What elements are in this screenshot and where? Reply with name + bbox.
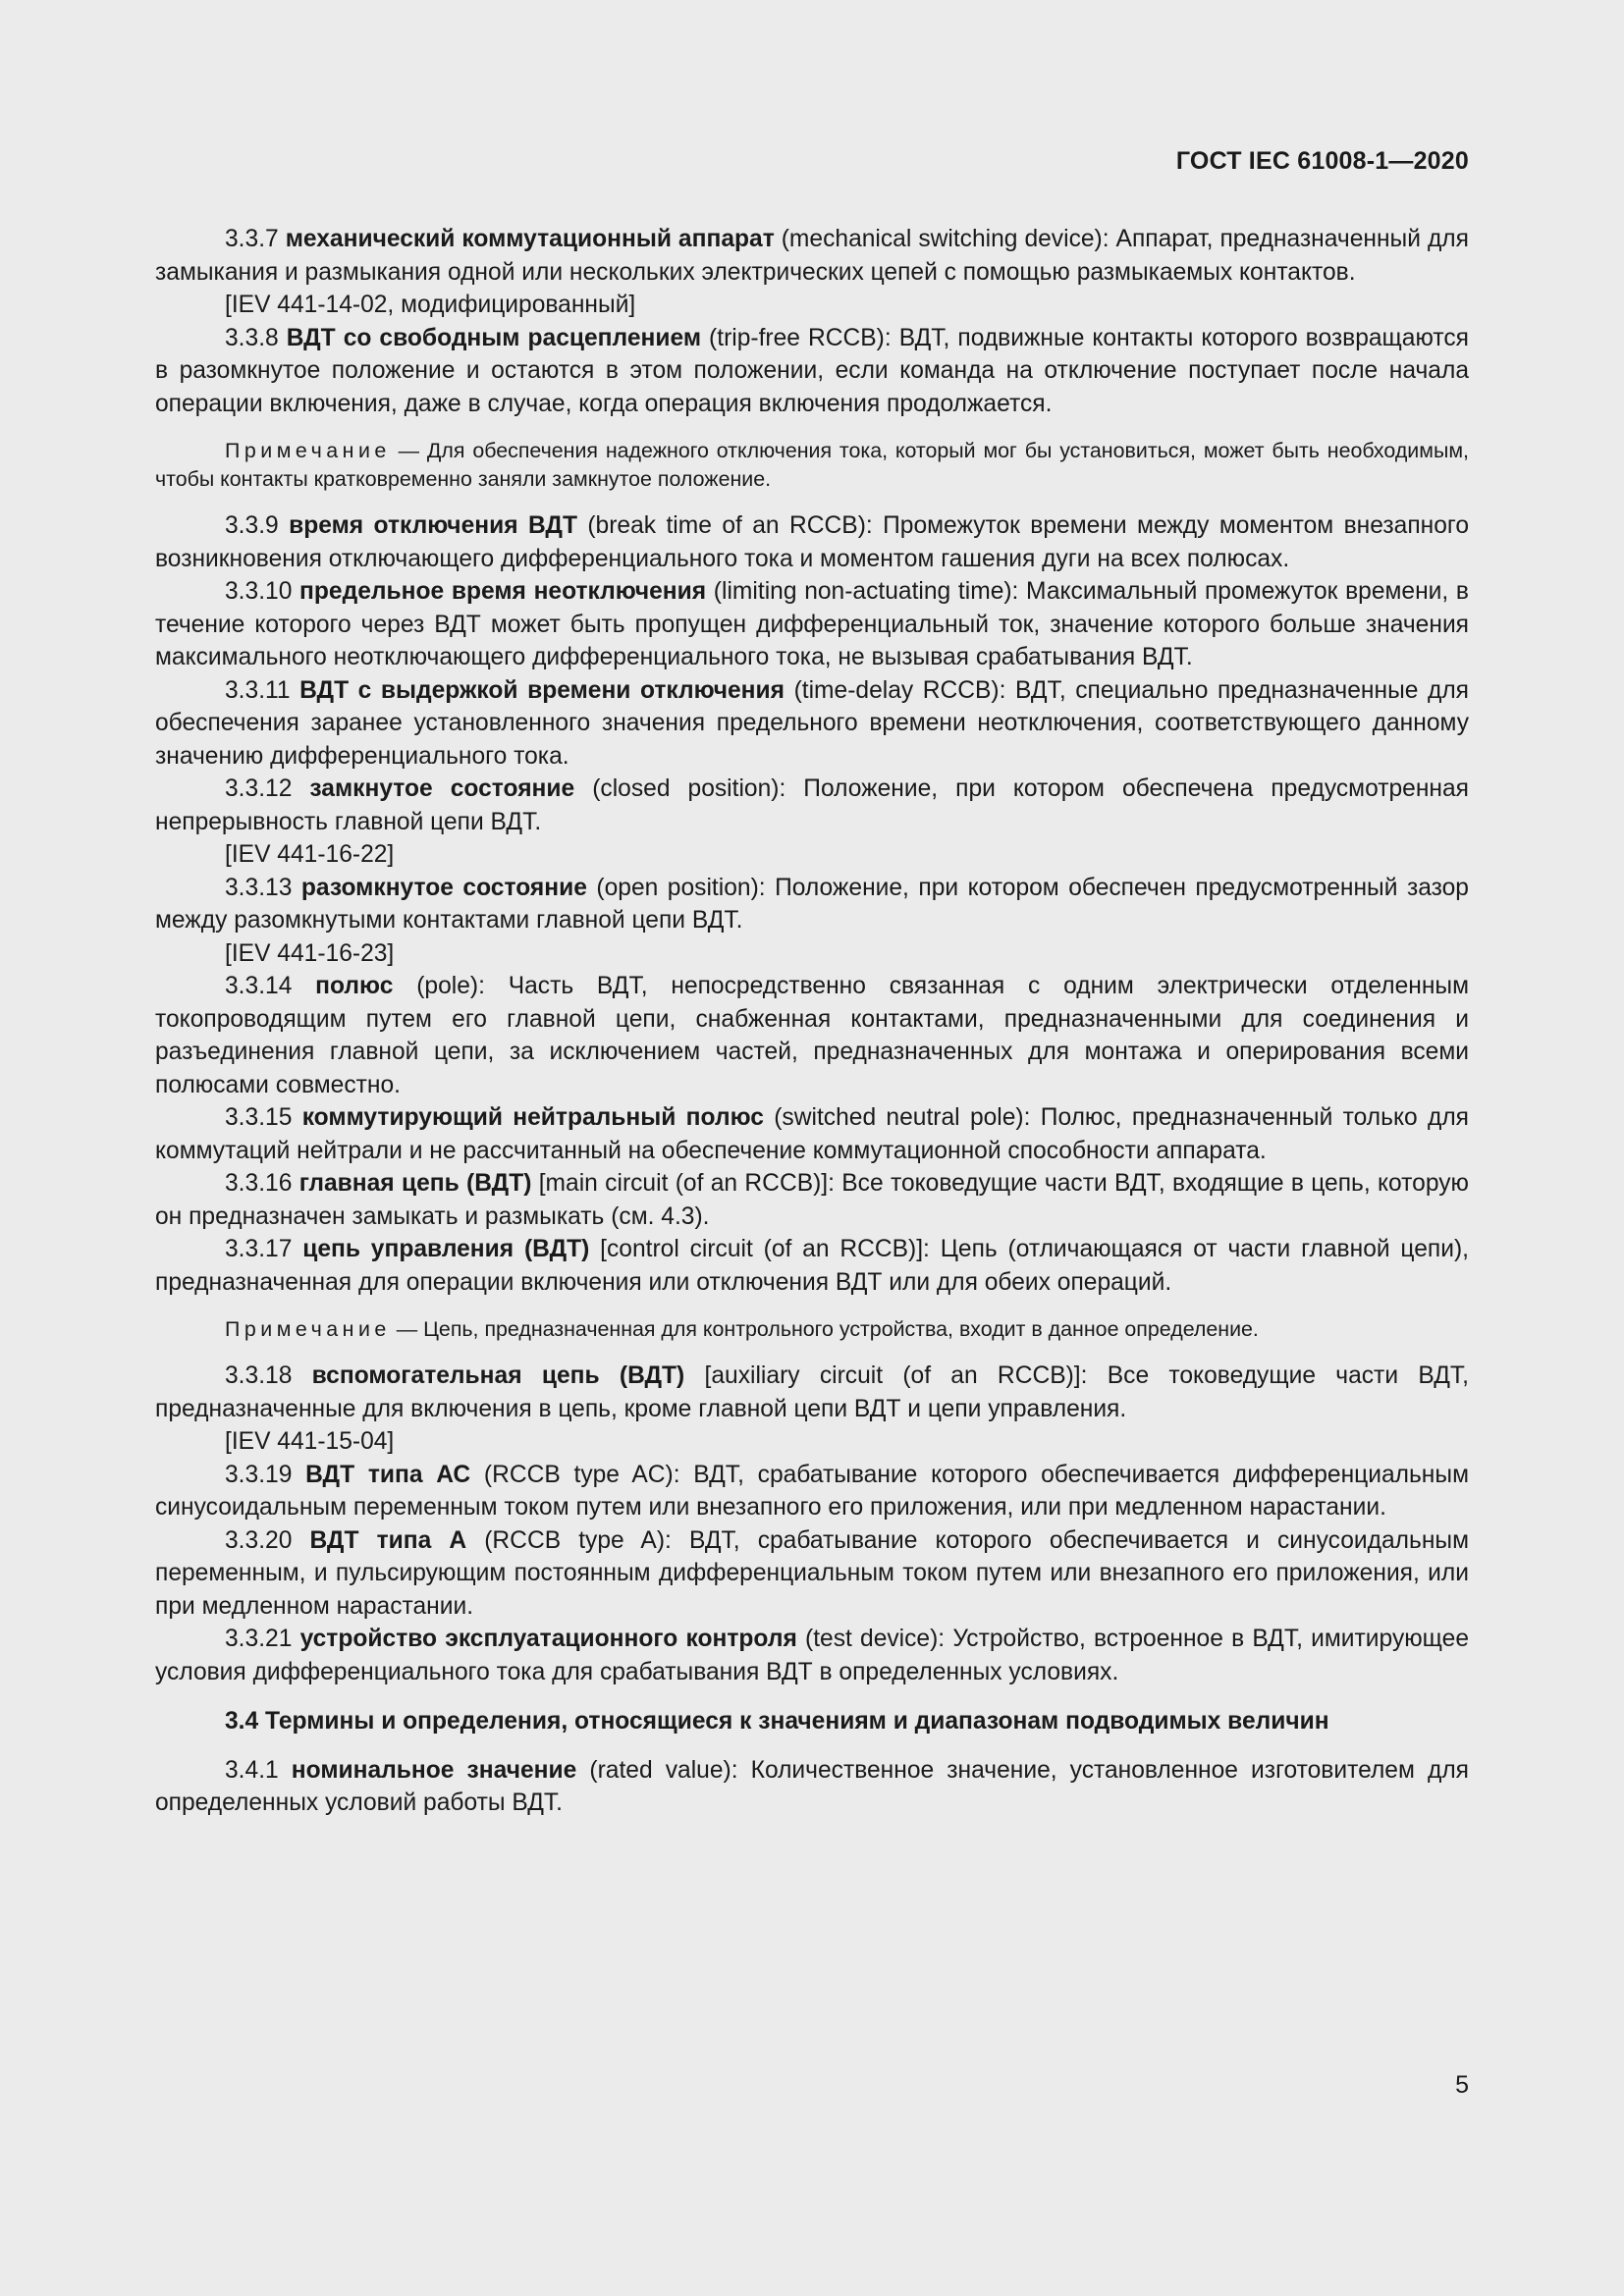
document-header: ГОСТ IEC 61008-1—2020	[1175, 147, 1469, 175]
term-3-3-21: 3.3.21 устройство эксплуатационного контроля (test device): Устройство, встроенное в ВДТ, имитирующее условия дифференциального тока для срабатывания ВДТ в определенных условиях.	[155, 1626, 1469, 1685]
term-3-3-16: 3.3.16 главная цепь (ВДТ) [main circuit (of an RCCB)]: Все токоведущие части ВДТ, входящие в цепь, которую он предназначен замыкать и размыкать (см. 4.3).	[155, 1170, 1469, 1230]
iev-reference: [IEV 441-14-02, модифицированный]	[225, 292, 636, 318]
term-3-3-10: 3.3.10 предельное время неотключения (limiting non-actuating time): Максимальный промежуток времени, в течение которого через ВДТ может быть пропущен дифференциальный ток, значение которого больше значения максимального неотключающего дифференциального тока, не вызывая срабатывания ВДТ.	[155, 578, 1469, 670]
term-3-3-19: 3.3.19 ВДТ типа АС (RCCB type AC): ВДТ, срабатывание которого обеспечивается дифференциальным синусоидальным переменным током путем или внезапного его приложения, или при медленном нарастании.	[155, 1461, 1469, 1521]
iev-reference: [IEV 441-16-22]	[225, 841, 395, 868]
term-name: ВДТ со свободным расцеплением	[286, 324, 702, 351]
note-label: Примечание	[225, 439, 391, 462]
term-3-3-17: 3.3.17 цепь управления (ВДТ) [control circuit (of an RCCB)]: Цепь (отличающаяся от части главной цепи), предназначенная для операции включения или отключения ВДТ или для обеих операций.	[155, 1236, 1469, 1296]
term-name: ВДТ типа А	[309, 1526, 467, 1554]
term-3-4-1: 3.4.1 номинальное значение (rated value): Количественное значение, установленное изготовителем для определенных условий работы ВДТ.	[155, 1756, 1469, 1816]
note-3-3-8: Примечание — Для обеспечения надежного отключения тока, который мог бы установиться, может быть необходимым, чтобы контакты кратковременно заняли замкнутое положение.	[155, 439, 1469, 491]
term-name: ВДТ типа АС	[305, 1461, 471, 1488]
term-3-3-20: 3.3.20 ВДТ типа А (RCCB type A): ВДТ, срабатывание которого обеспечивается и синусоидальным переменным, и пульсирующим постоянным дифференциальным током путем или внезапного его приложения, или при медленном нарастании.	[155, 1526, 1469, 1620]
term-3-3-8: 3.3.8 ВДТ со свободным расцеплением (trip-free RCCB): ВДТ, подвижные контакты которого возвращаются в разомкнутое положение и остаются в этом положении, если команда на отключение поступает после начала операции включения, даже в случае, когда операция включения продолжается.	[155, 324, 1469, 417]
term-name: полюс	[315, 973, 394, 999]
note-label: Примечание	[225, 1317, 391, 1341]
section-heading-3-4: 3.4 Термины и определения, относящиеся к значениям и диапазонам подводимых величин	[225, 1708, 1329, 1735]
term-3-3-12: 3.3.12 замкнутое состояние (closed position): Положение, при котором обеспечена предусмотренная непрерывность главной цепи ВДТ.	[155, 775, 1469, 835]
term-name: устройство эксплуатационного контроля	[299, 1626, 797, 1652]
term-name: разомкнутое состояние	[300, 874, 587, 901]
note-3-3-17: Примечание — Цепь, предназначенная для контрольного устройства, входит в данное определение.	[225, 1317, 1259, 1341]
term-name: номинальное значение	[291, 1756, 577, 1784]
term-name: механический коммутационный аппарат	[285, 226, 775, 252]
term-name: коммутирующий нейтральный полюс	[301, 1104, 764, 1131]
page-number: 5	[1455, 2071, 1469, 2099]
term-name: цепь управления (ВДТ)	[302, 1236, 590, 1262]
term-name: предельное время неотключения	[299, 578, 707, 605]
term-3-3-13: 3.3.13 разомкнутое состояние (open position): Положение, при котором обеспечен предусмотренный зазор между разомкнутыми контактами главной цепи ВДТ.	[155, 874, 1469, 934]
term-3-3-7: 3.3.7 механический коммутационный аппарат (mechanical switching device): Аппарат, предназначенный для замыкания и размыкания одной или нескольких электрических цепей с помощью размыкаемых контактов.	[155, 226, 1469, 286]
term-name: вспомогательная цепь (ВДТ)	[311, 1362, 685, 1389]
term-3-3-18: 3.3.18 вспомогательная цепь (ВДТ) [auxiliary circuit (of an RCCB)]: Все токоведущие части ВДТ, предназначенные для включения в цепь, кроме главной цепи ВДТ и цепи управления.	[155, 1362, 1469, 1422]
term-name: ВДТ с выдержкой времени отключения	[299, 676, 785, 704]
term-3-3-14: 3.3.14 полюс (pole): Часть ВДТ, непосредственно связанная с одним электрически отделенным токопроводящим путем его главной цепи, снабженная контактами, предназначенными для соединения и разъединения главной цепи, за исключением частей, предназначенных для монтажа и оперирования всеми полюсами совместно.	[155, 973, 1469, 1098]
term-name: замкнутое состояние	[309, 775, 575, 802]
term-name: главная цепь (ВДТ)	[298, 1170, 532, 1197]
term-3-3-15: 3.3.15 коммутирующий нейтральный полюс (switched neutral pole): Полюс, предназначенный только для коммутаций нейтрали и не рассчитанный на обеспечение коммутационной способности аппарата.	[155, 1104, 1469, 1164]
term-name: время отключения ВДТ	[289, 512, 577, 539]
iev-reference: [IEV 441-15-04]	[225, 1428, 395, 1455]
term-3-3-11: 3.3.11 ВДТ с выдержкой времени отключения (time-delay RCCB): ВДТ, специально предназначенные для обеспечения заранее установленного значения предельного времени неотключения, соответствующего данному значению дифференциального тока.	[155, 676, 1470, 770]
term-3-3-9: 3.3.9 время отключения ВДТ (break time of an RCCB): Промежуток времени между моментом внезапного возникновения отключающего дифференциального тока и моментом гашения дуги на всех полюсах.	[155, 512, 1469, 572]
iev-reference: [IEV 441-16-23]	[225, 939, 395, 967]
document-body	[155, 223, 1469, 1820]
